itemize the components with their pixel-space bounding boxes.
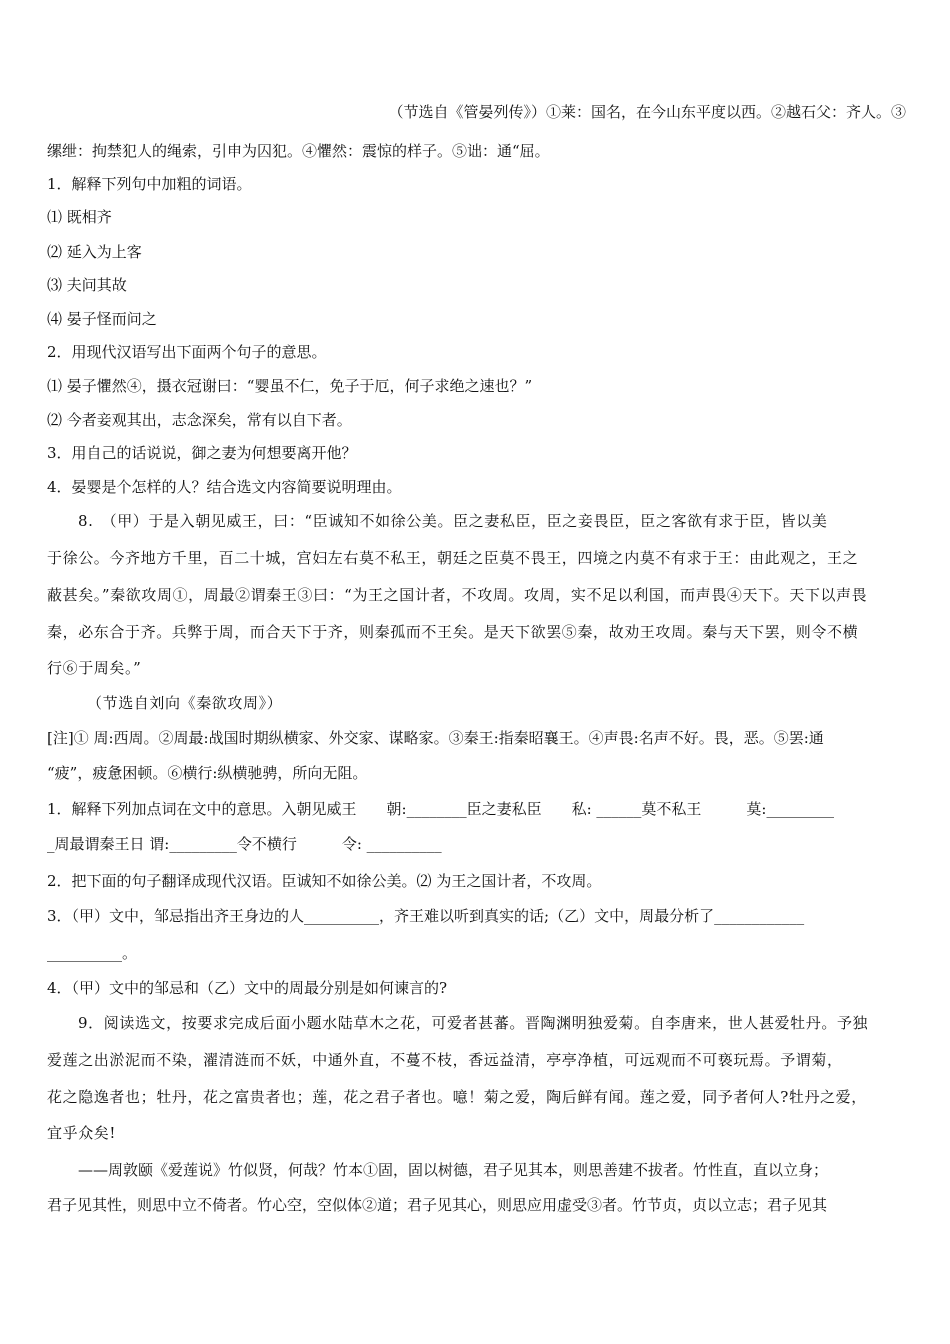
source-note: （节选自《管晏列传》）①莱：国名，在今山东平度以西。②越石父：齐人。③ <box>388 103 906 121</box>
passage-8-note-1: [注]① 周:西周。②周最:战国时期纵横家、外交家、谋略家。③秦王:指秦昭襄王。④声畏:名声不好。畏，恶。⑤罢:通 <box>47 729 824 747</box>
passage-8-line-2: 于徐公。今齐地方千里，百二十城，宫妇左右莫不私王，朝廷之臣莫不畏王，四境之内莫不有求于王：由此观之，王之 <box>47 549 859 567</box>
passage-8-source: （节选自刘向《秦欲攻周》） <box>87 694 283 712</box>
passage-8-line-1: 8. （甲）于是入朝见威王，曰：“臣诚知不如徐公美。臣之妻私臣，臣之妾畏臣，臣之客欲有求于臣，皆以美 <box>78 512 828 530</box>
question-8-2: 2．把下面的句子翻译成现代汉语。臣诚知不如徐公美。⑵ 为王之国计者，不攻周。 <box>47 872 602 890</box>
passage-9-line-3: 花之隐逸者也；牡丹，花之富贵者也；莲，花之君子者也。噫！菊之爱，陶后鲜有闻。莲之爱，同予者何人?牡丹之爱， <box>47 1088 867 1106</box>
question-8-4: 4．（甲）文中的邹忌和（乙）文中的周最分别是如何谏言的? <box>47 979 448 997</box>
passage-9-line-1: 9．阅读选文，按要求完成后面小题水陆草木之花，可爱者甚蕃。晋陶渊明独爱菊。自李唐来，世人甚爱牡丹。予独 <box>78 1014 869 1032</box>
question-1-item-1: ⑴ 既相齐 <box>47 208 112 226</box>
question-1-item-3: ⑶ 夫问其故 <box>47 276 127 294</box>
question-8-1-cont: _周最谓秦王日 谓:_________令不横行 令: __________ <box>47 835 442 853</box>
question-4: 4．晏婴是个怎样的人？结合选文内容简要说明理由。 <box>47 478 402 496</box>
passage-8-note-2: “疲”，疲惫困顿。⑥横行:纵横驰骋，所向无阻。 <box>47 764 368 782</box>
passage-9-line-4: 宜乎众矣! <box>47 1124 117 1142</box>
question-8-3-cont: __________。 <box>47 944 138 962</box>
passage-8-line-3: 蔽甚矣。”秦欲攻周①，周最②谓秦王③曰：“为王之国计者，不攻周。攻周，实不足以利国，而声畏④天下。天下以声畏 <box>47 586 868 604</box>
question-2-item-1: ⑴ 晏子懼然④，摄衣冠谢曰：“婴虽不仁，免子于厄，何子求绝之速也？” <box>47 377 533 395</box>
question-2: 2．用现代汉语写出下面两个句子的意思。 <box>47 343 327 361</box>
passage-8-line-4: 秦，必东合于齐。兵弊于周，而合天下于齐，则秦孤而不王矣。是天下欲罢⑤秦，故劝王攻周。秦与天下罢，则令不横 <box>47 623 859 641</box>
question-2-item-2: ⑵ 今者妾观其出，志念深矣，常有以自下者。 <box>47 411 352 429</box>
question-3: 3．用自己的话说说，御之妻为何想要离开他？ <box>47 444 357 462</box>
passage-9-line-2: 爱莲之出淤泥而不染，濯清涟而不妖，中通外直，不蔓不枝，香远益清，亭亭净植，可远观而不可亵玩焉。予谓菊， <box>47 1051 843 1069</box>
passage-9-line-5: ——周敦颐《爱莲说》竹似贤，何哉？竹本①固，固以树德，君子见其本，则思善建不拔者。竹性直，直以立身； <box>78 1161 829 1179</box>
question-8-1: 1．解释下列加点词在文中的意思。入朝见威王 朝:________臣之妻私臣 私: ______莫不私王 莫:_________ <box>47 800 834 818</box>
passage-9-line-6: 君子见其性，则思中立不倚者。竹心空，空似体②道；君子见其心，则思应用虚受③者。竹节贞，贞以立志；君子见其 <box>47 1196 828 1214</box>
question-8-3: 3．（甲）文中，邹忌指出齐王身边的人__________，齐王难以听到真实的话;（乙）文中，周最分析了____________ <box>47 907 805 925</box>
question-1-item-4: ⑷ 晏子怪而问之 <box>47 310 157 328</box>
question-1: 1．解释下列句中加粗的词语。 <box>47 175 252 193</box>
passage-8-line-5: 行⑥于周矣。” <box>47 659 142 677</box>
annotation-continued: 缧绁：拘禁犯人的绳索，引申为囚犯。④懼然：震惊的样子。⑤诎：通“屈。 <box>47 142 550 160</box>
question-1-item-2: ⑵ 延入为上客 <box>47 243 142 261</box>
